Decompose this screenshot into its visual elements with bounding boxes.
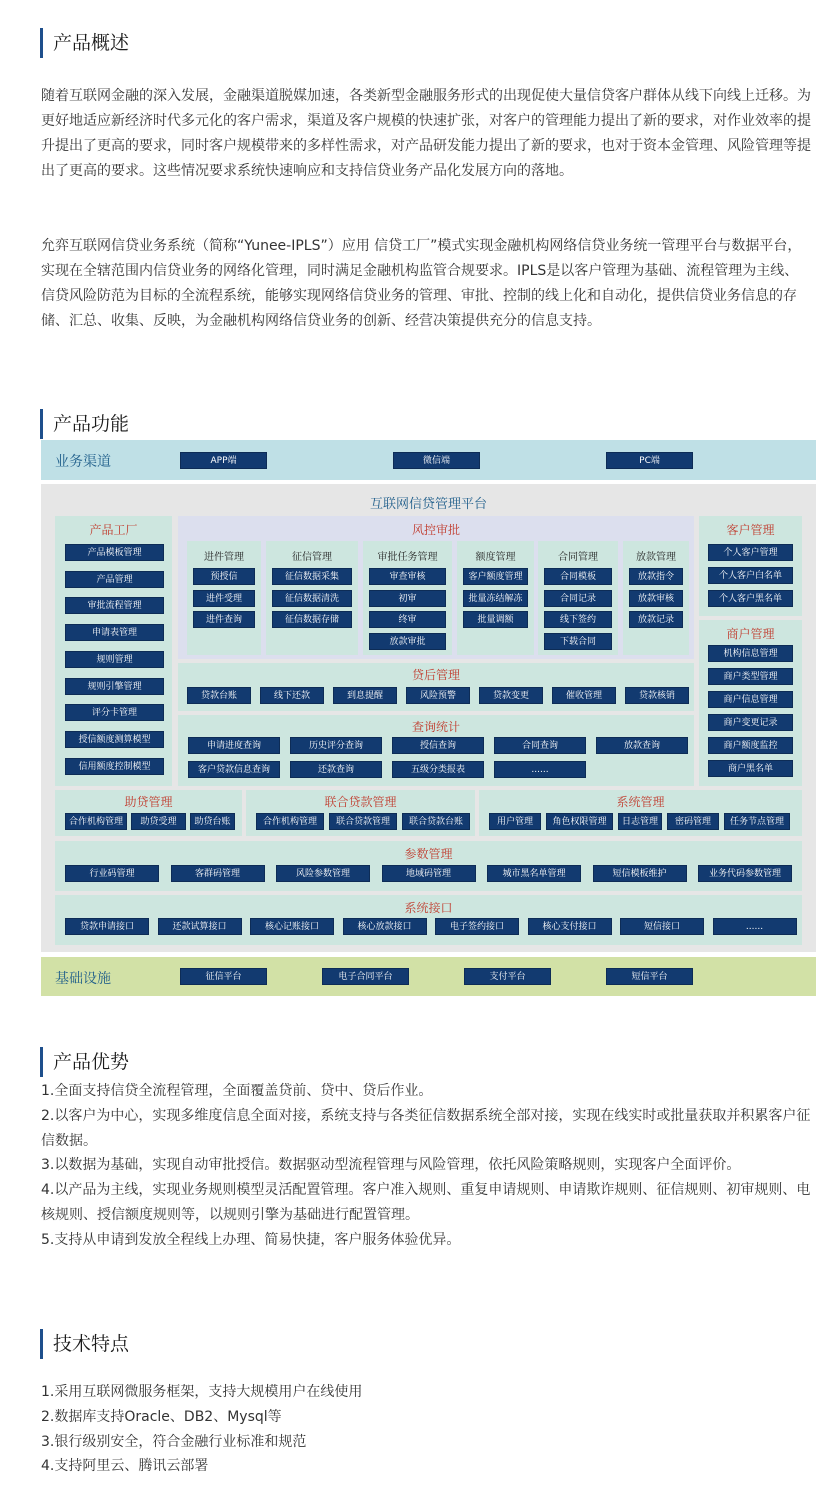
interface-title: 系统接口 <box>404 901 453 915</box>
param-item: 行业码管理 <box>65 865 159 882</box>
section-title-function: 产品功能 <box>40 409 129 439</box>
joint-loan-item: 合作机构管理 <box>256 813 324 830</box>
query-item: 还款查询 <box>290 761 382 778</box>
risk-group-item: 征信数据存储 <box>272 611 352 628</box>
product-factory-item: 审批流程管理 <box>65 597 164 614</box>
interface-item: 核心支付接口 <box>528 918 612 935</box>
advantage-item: 4.以产品为主线，实现业务规则模型灵活配置管理。客户准入规则、重复申请规则、申请欺诈规则、征信规则、初审规则、电核规则、授信额度规则等，以规则引擎为基础进行配置管理。 <box>41 1182 811 1223</box>
tech-item: 1.采用互联网微服务框架，支持大规模用户在线使用 <box>41 1384 363 1400</box>
risk-group-title: 合同管理 <box>558 552 598 563</box>
query-item: 申请进度查询 <box>188 737 280 754</box>
interface-item: 核心放款接口 <box>343 918 427 935</box>
section-title-tech: 技术特点 <box>40 1329 129 1359</box>
risk-group-item: 进件查询 <box>193 611 255 628</box>
infra-band <box>41 957 816 996</box>
merchant-title: 商户管理 <box>726 627 775 641</box>
product-factory-item: 规则管理 <box>65 651 164 668</box>
risk-group-title: 额度管理 <box>475 552 516 563</box>
interface-item: 短信接口 <box>620 918 704 935</box>
product-factory-item: 信用额度控制模型 <box>65 758 164 775</box>
param-item: 业务代码参数管理 <box>698 865 792 882</box>
query-item: 历史评分查询 <box>290 737 382 754</box>
risk-group-title: 征信管理 <box>292 552 332 563</box>
risk-group-item: 客户额度管理 <box>463 568 528 585</box>
infra-sms: 短信平台 <box>606 968 693 985</box>
joint-loan-item: 联合贷款台账 <box>402 813 470 830</box>
risk-group-item: 初审 <box>369 590 446 607</box>
product-factory-item: 规则引擎管理 <box>65 678 164 695</box>
aid-loan-title: 助贷管理 <box>124 795 173 809</box>
advantage-item: 2.以客户为中心，实现多维度信息全面对接，系统支持与各类征信数据系统全部对接，实现在线实时或批量获取并积累客户征信数据。 <box>41 1107 811 1149</box>
merchant-item: 商户黑名单 <box>708 760 793 777</box>
product-factory-item: 产品管理 <box>65 571 164 588</box>
param-item: 风险参数管理 <box>276 865 370 882</box>
infra-contract: 电子合同平台 <box>322 968 409 985</box>
advantage-item: 1.全面支持信贷全流程管理，全面覆盖贷前、贷中、贷后作业。 <box>41 1083 433 1099</box>
interface-item: 核心记账接口 <box>250 918 334 935</box>
query-item: 五级分类报表 <box>392 761 484 778</box>
post-loan-item: 贷款变更 <box>479 687 543 704</box>
post-loan-item: 贷款台账 <box>187 687 251 704</box>
product-factory-title: 产品工厂 <box>89 523 138 537</box>
tech-item: 2.数据库支持Oracle、DB2、Mysql等 <box>41 1408 282 1425</box>
channel-pc: PC端 <box>606 452 693 469</box>
interface-item: ...... <box>713 918 797 935</box>
tech-item: 3.银行级别安全，符合金融行业标准和规范 <box>41 1433 307 1450</box>
customer-title: 客户管理 <box>726 523 775 537</box>
merchant-item: 商户类型管理 <box>708 668 793 685</box>
risk-group-item: 合同模板 <box>544 568 612 585</box>
system-mgmt-item: 密码管理 <box>667 813 719 830</box>
risk-group-item: 放款审核 <box>629 590 683 607</box>
risk-group-item: 放款记录 <box>629 611 683 628</box>
platform-title: 互联网信贷管理平台 <box>369 497 487 512</box>
post-loan-item: 催收管理 <box>552 687 616 704</box>
channel-label: 业务渠道 <box>55 454 111 470</box>
risk-group-item: 批量冻结解冻 <box>463 590 528 607</box>
product-factory-item: 授信额度测算模型 <box>65 731 164 748</box>
system-mgmt-item: 日志管理 <box>618 813 662 830</box>
param-item: 地域码管理 <box>382 865 476 882</box>
system-mgmt-item: 角色权限管理 <box>546 813 613 830</box>
post-loan-item: 风险预警 <box>406 687 470 704</box>
risk-group-title: 放款管理 <box>636 552 676 563</box>
risk-group-title: 进件管理 <box>204 552 244 563</box>
risk-group-title: 审批任务管理 <box>377 552 438 563</box>
param-title: 参数管理 <box>404 847 453 861</box>
query-item: 客户贷款信息查询 <box>188 761 280 778</box>
interface-item: 贷款申请接口 <box>65 918 149 935</box>
query-item: 合同查询 <box>494 737 586 754</box>
merchant-item: 商户信息管理 <box>708 691 793 708</box>
merchant-item: 机构信息管理 <box>708 645 793 662</box>
aid-loan-item: 助贷受理 <box>131 813 186 830</box>
param-item: 城市黑名单管理 <box>487 865 581 882</box>
system-mgmt-item: 用户管理 <box>489 813 541 830</box>
product-factory-item: 产品模板管理 <box>65 544 164 561</box>
risk-group-item: 进件受理 <box>193 590 255 607</box>
post-loan-item: 到息提醒 <box>333 687 397 704</box>
advantage-item: 5.支持从申请到发放全程线上办理、简易快捷，客户服务体验优异。 <box>41 1231 461 1248</box>
risk-group-item: 终审 <box>369 611 446 628</box>
risk-group-item: 合同记录 <box>544 590 612 607</box>
param-item: 短信模板维护 <box>593 865 687 882</box>
tech-list <box>41 1380 816 1479</box>
infra-label: 基础设施 <box>55 971 111 987</box>
query-item: 放款查询 <box>596 737 688 754</box>
risk-group-item: 批量调额 <box>463 611 528 628</box>
merchant-item: 商户变更记录 <box>708 714 793 731</box>
risk-group-item: 征信数据清洗 <box>272 590 352 607</box>
risk-group-item: 放款指令 <box>629 568 683 585</box>
product-factory-item: 评分卡管理 <box>65 704 164 721</box>
risk-group-item: 下载合同 <box>544 633 612 650</box>
param-item: 客群码管理 <box>171 865 265 882</box>
advantage-item: 3.以数据为基础，实现自动审批授信。数据驱动型流程管理与风险管理，依托风险策略规则，实现客户全面评价。 <box>41 1157 741 1174</box>
risk-group-item: 审查审核 <box>369 568 446 585</box>
post-loan-title: 贷后管理 <box>411 668 460 682</box>
interface-item: 电子签约接口 <box>435 918 519 935</box>
risk-approval-title: 风控审批 <box>411 523 460 537</box>
system-mgmt-item: 任务节点管理 <box>724 813 790 830</box>
query-item: 授信查询 <box>392 737 484 754</box>
query-title: 查询统计 <box>411 720 460 734</box>
customer-item: 个人客户管理 <box>708 544 793 561</box>
aid-loan-item: 合作机构管理 <box>65 813 127 830</box>
infra-payment: 支付平台 <box>464 968 551 985</box>
query-item: ...... <box>494 761 586 778</box>
risk-group-item: 放款审批 <box>369 633 446 650</box>
joint-loan-title: 联合贷款管理 <box>324 795 397 809</box>
customer-item: 个人客户黑名单 <box>708 590 793 607</box>
section-title-overview: 产品概述 <box>40 28 129 58</box>
risk-group-item: 预授信 <box>193 568 255 585</box>
infra-credit: 征信平台 <box>180 968 267 985</box>
channel-wechat: 微信端 <box>393 452 480 469</box>
interface-item: 还款试算接口 <box>158 918 242 935</box>
system-mgmt-title: 系统管理 <box>616 795 665 809</box>
post-loan-item: 贷款核销 <box>625 687 689 704</box>
product-factory-item: 申请表管理 <box>65 624 164 641</box>
joint-loan-item: 联合贷款管理 <box>329 813 397 830</box>
merchant-item: 商户额度监控 <box>708 737 793 754</box>
advantage-list <box>41 1079 816 1253</box>
aid-loan-item: 助贷台账 <box>190 813 235 830</box>
risk-group-item: 征信数据采集 <box>272 568 352 585</box>
section-title-advantage: 产品优势 <box>40 1047 129 1077</box>
channel-app: APP端 <box>180 452 267 469</box>
risk-group-item: 线下签约 <box>544 611 612 628</box>
tech-item: 4.支持阿里云、腾讯云部署 <box>41 1458 209 1475</box>
overview-paragraph-2: 允弈互联网信贷业务系统（简称“Yunee-IPLS”）应用 信贷工厂”模式实现金融机构网络信贷业务统一管理平台与数据平台，实现在全辖范围内信贷业务的网络化管理，同时满足金融机构监管合规要求。IPLS是以客户管理为基础、流程管理为主线、信贷风险防范为目标的全流程系统，能够实现网络信贷业务的管理、审批、控制的线上化和自动化，提供信贷业务信息的存储、汇总、收集、反映，为金融机构网络信贷业务的创新、经营决策提供充分的信息支持。 <box>41 238 802 329</box>
customer-item: 个人客户白名单 <box>708 567 793 584</box>
channel-band <box>41 440 816 480</box>
overview-paragraph-1: 随着互联网金融的深入发展，金融渠道脱媒加速，各类新型金融服务形式的出现促使大量信贷客户群体从线下向线上迁移。为更好地适应新经济时代多元化的客户需求，渠道及客户规模的快速扩张，对客户的管理能力提出了新的要求，对作业效率的提升提出了更高的要求，同时客户规模带来的多样性需求，对产品研发能力提出了新的要求，也对于资本金管理、风险管理等提出了更高的要求。这些情况要求系统快速响应和支持信贷业务产品化发展方向的落地。 <box>41 88 811 179</box>
post-loan-item: 线下还款 <box>260 687 324 704</box>
architecture-diagram <box>41 440 816 996</box>
